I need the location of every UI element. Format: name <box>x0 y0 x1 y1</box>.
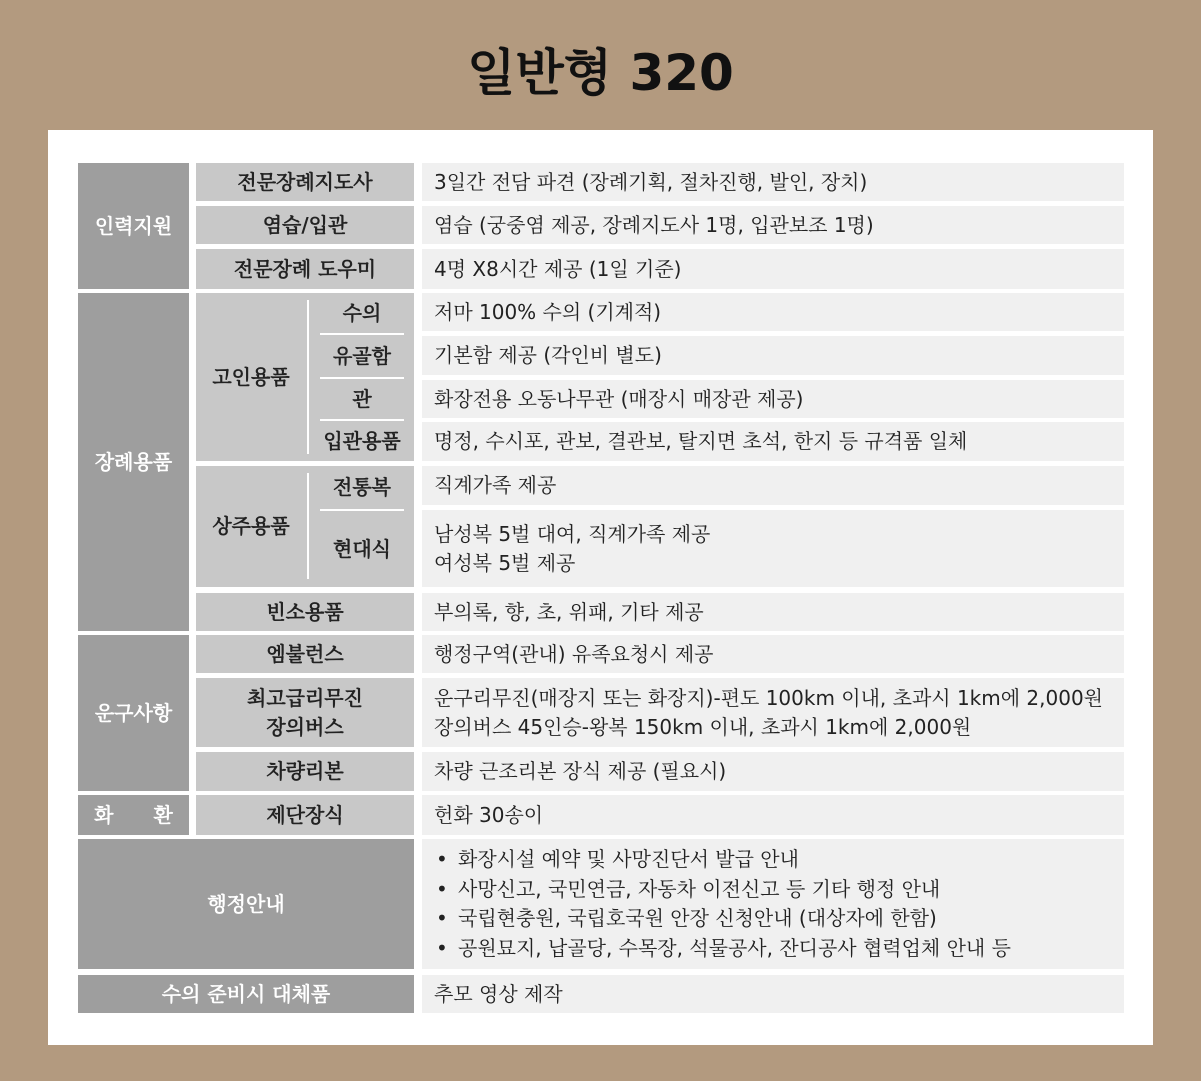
section-transport: 운구사항 <box>78 635 189 791</box>
label-modern: 현대식 <box>333 536 391 561</box>
label-helper: 전문장례 도우미 <box>196 249 414 289</box>
value-coffin: 화장전용 오동나무관 (매장시 매장관 제공) <box>422 380 1124 418</box>
section-admin: 행정안내 <box>78 839 414 969</box>
value-urn: 기본함 제공 (각인비 별도) <box>422 336 1124 375</box>
label-altar: 빈소용품 <box>196 593 414 631</box>
value-coffin-items: 명정, 수시포, 관보, 결관보, 탈지면 초석, 한지 등 규격품 일체 <box>422 422 1124 461</box>
value-limousine-line1: 운구리무진(매장지 또는 화장지)-편도 100km 이내, 초과시 1km에 2,000원 <box>434 685 1104 710</box>
value-helper: 4명 X8시간 제공 (1일 기준) <box>422 249 1124 289</box>
value-altar-flower: 헌화 30송이 <box>422 795 1124 835</box>
section-flower: 화 환 <box>78 795 189 835</box>
value-substitute: 추모 영상 제작 <box>422 975 1124 1013</box>
value-ambulance: 행정구역(관내) 유족요청시 제공 <box>422 635 1124 673</box>
group-mourner-items: 상주용품 <box>212 514 290 538</box>
label-director: 전문장례지도사 <box>196 163 414 201</box>
value-modern-line1: 남성복 5벌 대여, 직계가족 제공 <box>434 521 711 546</box>
value-limousine <box>422 678 1124 747</box>
divider <box>307 473 309 579</box>
admin-list-item: • 국립현충원, 국립호국원 안장 신청안내 (대상자에 한함) <box>434 904 1011 934</box>
value-altar: 부의록, 향, 초, 위패, 기타 제공 <box>422 593 1124 631</box>
value-ribbon: 차량 근조리본 장식 제공 (필요시) <box>422 752 1124 791</box>
value-modern-line2: 여성복 5벌 제공 <box>434 550 576 575</box>
value-washing: 염습 (궁중염 제공, 장례지도사 1명, 입관보조 1명) <box>422 206 1124 244</box>
label-urn: 유골함 <box>333 343 391 368</box>
label-washing: 염습/입관 <box>196 206 414 244</box>
label-ambulance: 엠불런스 <box>196 635 414 673</box>
value-modern <box>422 510 1124 587</box>
package-table <box>48 130 1153 1045</box>
label-limousine-line2: 장의버스 <box>266 714 344 739</box>
value-traditional: 직계가족 제공 <box>422 466 1124 505</box>
section-supplies: 장례용품 <box>78 293 189 631</box>
value-admin <box>422 839 1124 969</box>
label-shroud: 수의 <box>342 300 382 325</box>
label-altar-flower: 제단장식 <box>196 795 414 835</box>
admin-list-item: • 공원묘지, 납골당, 수목장, 석물공사, 잔디공사 협력업체 안내 등 <box>434 934 1011 964</box>
admin-list-item: • 화장시설 예약 및 사망진단서 발급 안내 <box>434 845 1011 875</box>
value-director: 3일간 전담 파견 (장례기획, 절차진행, 발인, 장치) <box>422 163 1124 201</box>
page-title: 일반형 320 <box>467 44 734 102</box>
admin-list-item: • 사망신고, 국민연금, 자동차 이전신고 등 기타 행정 안내 <box>434 875 1011 905</box>
label-limousine <box>196 678 414 747</box>
value-shroud: 저마 100% 수의 (기계적) <box>422 293 1124 331</box>
divider <box>307 300 309 454</box>
section-substitute: 수의 준비시 대체품 <box>78 975 414 1013</box>
label-ribbon: 차량리본 <box>196 752 414 791</box>
label-coffin: 관 <box>352 386 372 411</box>
group-deceased-items: 고인용품 <box>212 364 290 389</box>
section-staff: 인력지원 <box>78 163 189 289</box>
value-limousine-line2: 장의버스 45인승-왕복 150km 이내, 초과시 1km에 2,000원 <box>434 714 972 739</box>
label-limousine-line1: 최고급리무진 <box>247 685 363 710</box>
label-traditional: 전통복 <box>333 475 391 499</box>
label-coffin-items: 입관용품 <box>323 428 401 453</box>
